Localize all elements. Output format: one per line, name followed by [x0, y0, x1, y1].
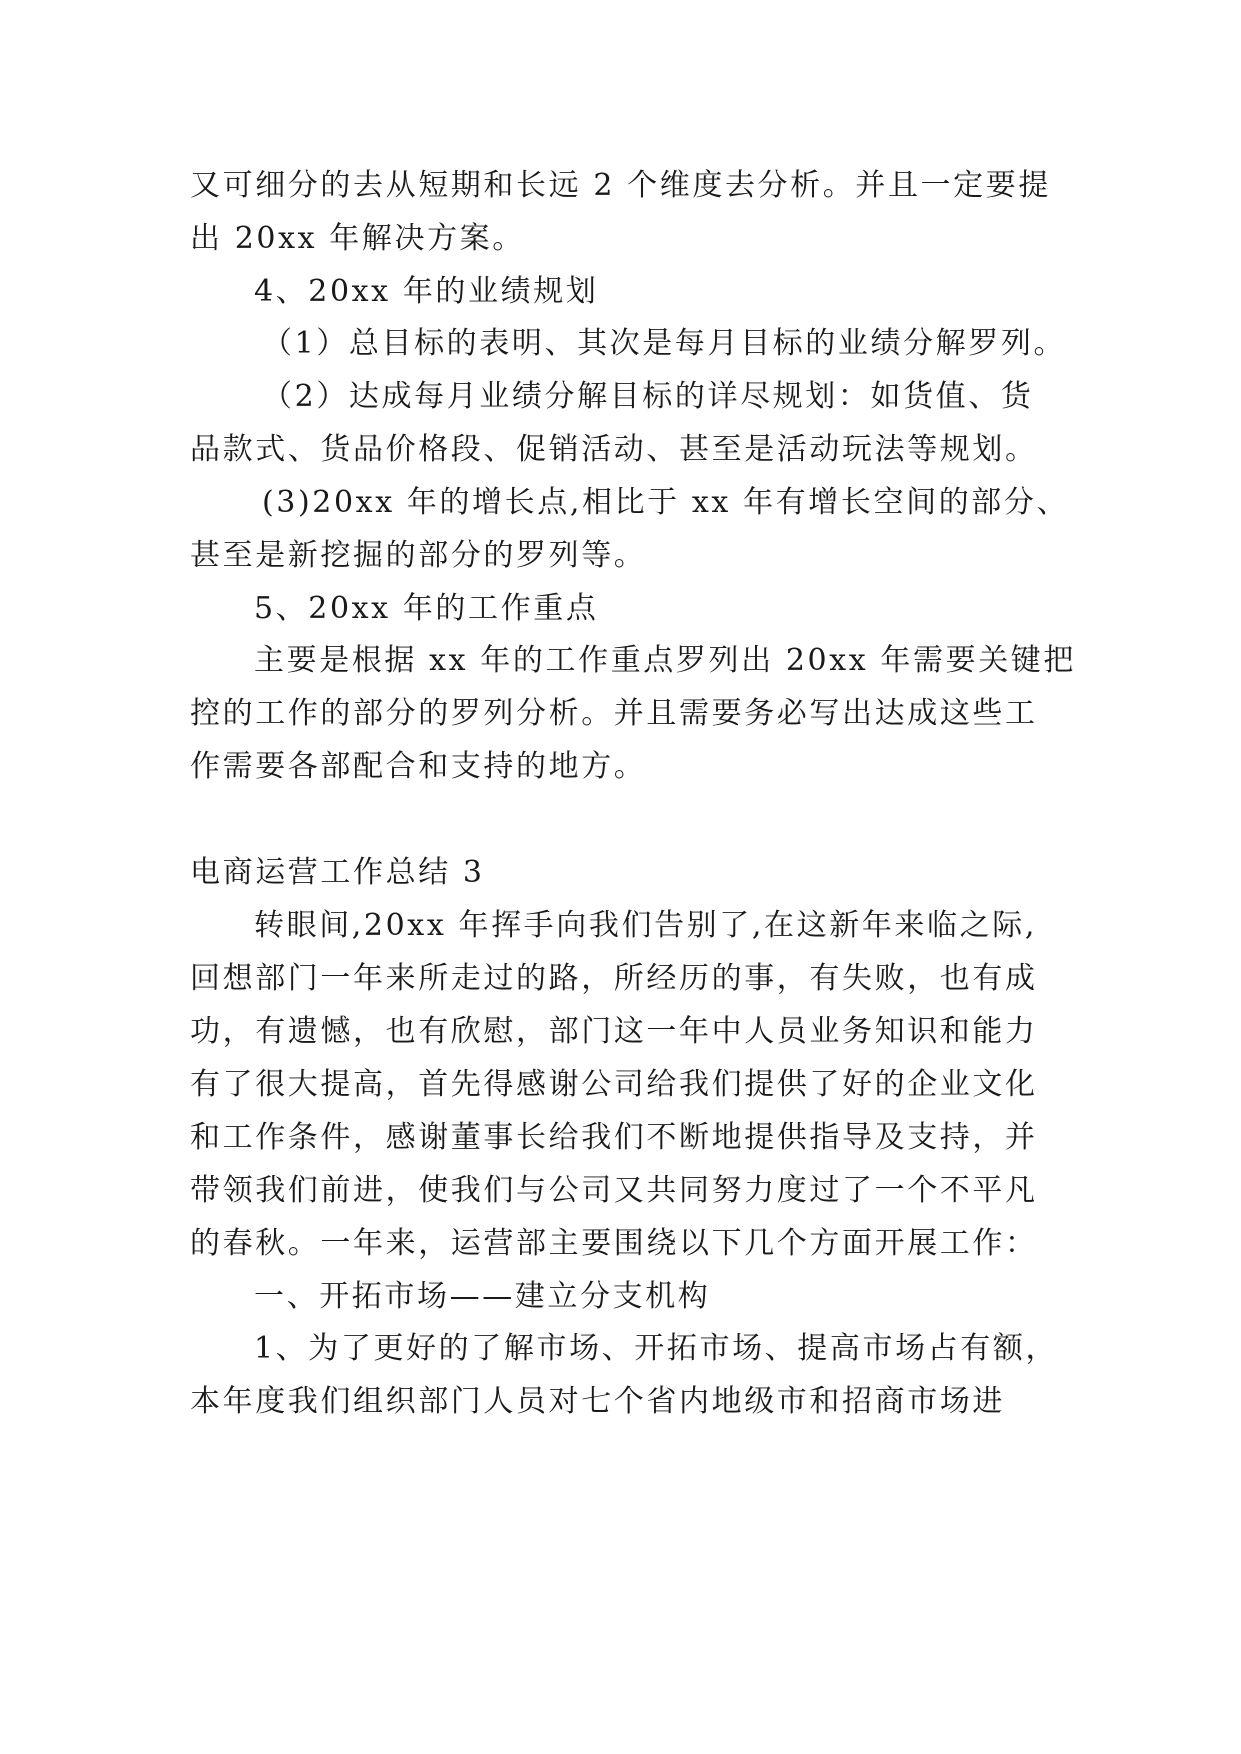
- paragraph-line: 转眼间,20xx 年挥手向我们告别了,在这新年来临之际,: [254, 908, 1037, 943]
- text-line: 有了很大提高，首先得感谢公司给我们提供了好的企业文化: [190, 1067, 1038, 1102]
- text-line: 控的工作的部分的罗列分析。并且需要务必写出达成这些工: [190, 696, 1038, 731]
- list-item: （1）总目标的表明、其次是每月目标的业绩分解罗列。: [262, 326, 1067, 361]
- document-title: 电商运营工作总结 3: [190, 855, 485, 890]
- section-heading: 5、20xx 年的工作重点: [254, 591, 599, 626]
- list-item: （2）达成每月业绩分解目标的详尽规划：如货值、货: [262, 379, 1034, 414]
- section-heading: 一、开拓市场——建立分支机构: [254, 1279, 711, 1314]
- list-item: (3)20xx 年的增长点,相比于 xx 年有增长空间的部分、: [262, 485, 1070, 520]
- text-line: 作需要各部配合和支持的地方。: [190, 749, 647, 784]
- text-line: 本年度我们组织部门人员对七个省内地级市和招商市场进: [190, 1384, 1005, 1419]
- text-line: 带领我们前进，使我们与公司又共同努力度过了一个不平凡: [190, 1173, 1038, 1208]
- paragraph-line: 主要是根据 xx 年的工作重点罗列出 20xx 年需要关键把: [254, 643, 1076, 678]
- text-line: 出 20xx 年解决方案。: [190, 221, 525, 256]
- text-line: 品款式、货品价格段、促销活动、甚至是活动玩法等规划。: [190, 432, 1038, 467]
- text-line: 回想部门一年来所走过的路，所经历的事，有失败，也有成: [190, 961, 1038, 996]
- paragraph-line: 1、为了更好的了解市场、开拓市场、提高市场占有额，: [254, 1331, 1059, 1366]
- text-line: 的春秋。一年来，运营部主要围绕以下几个方面开展工作：: [190, 1226, 1038, 1261]
- text-line: 和工作条件，感谢董事长给我们不断地提供指导及支持，并: [190, 1120, 1038, 1155]
- text-line: 甚至是新挖掘的部分的罗列等。: [190, 538, 647, 573]
- text-line: 功，有遗憾，也有欣慰，部门这一年中人员业务知识和能力: [190, 1014, 1038, 1049]
- text-line: 又可细分的去从短期和长远 2 个维度去分析。并且一定要提: [190, 168, 1051, 203]
- section-heading: 4、20xx 年的业绩规划: [254, 274, 599, 309]
